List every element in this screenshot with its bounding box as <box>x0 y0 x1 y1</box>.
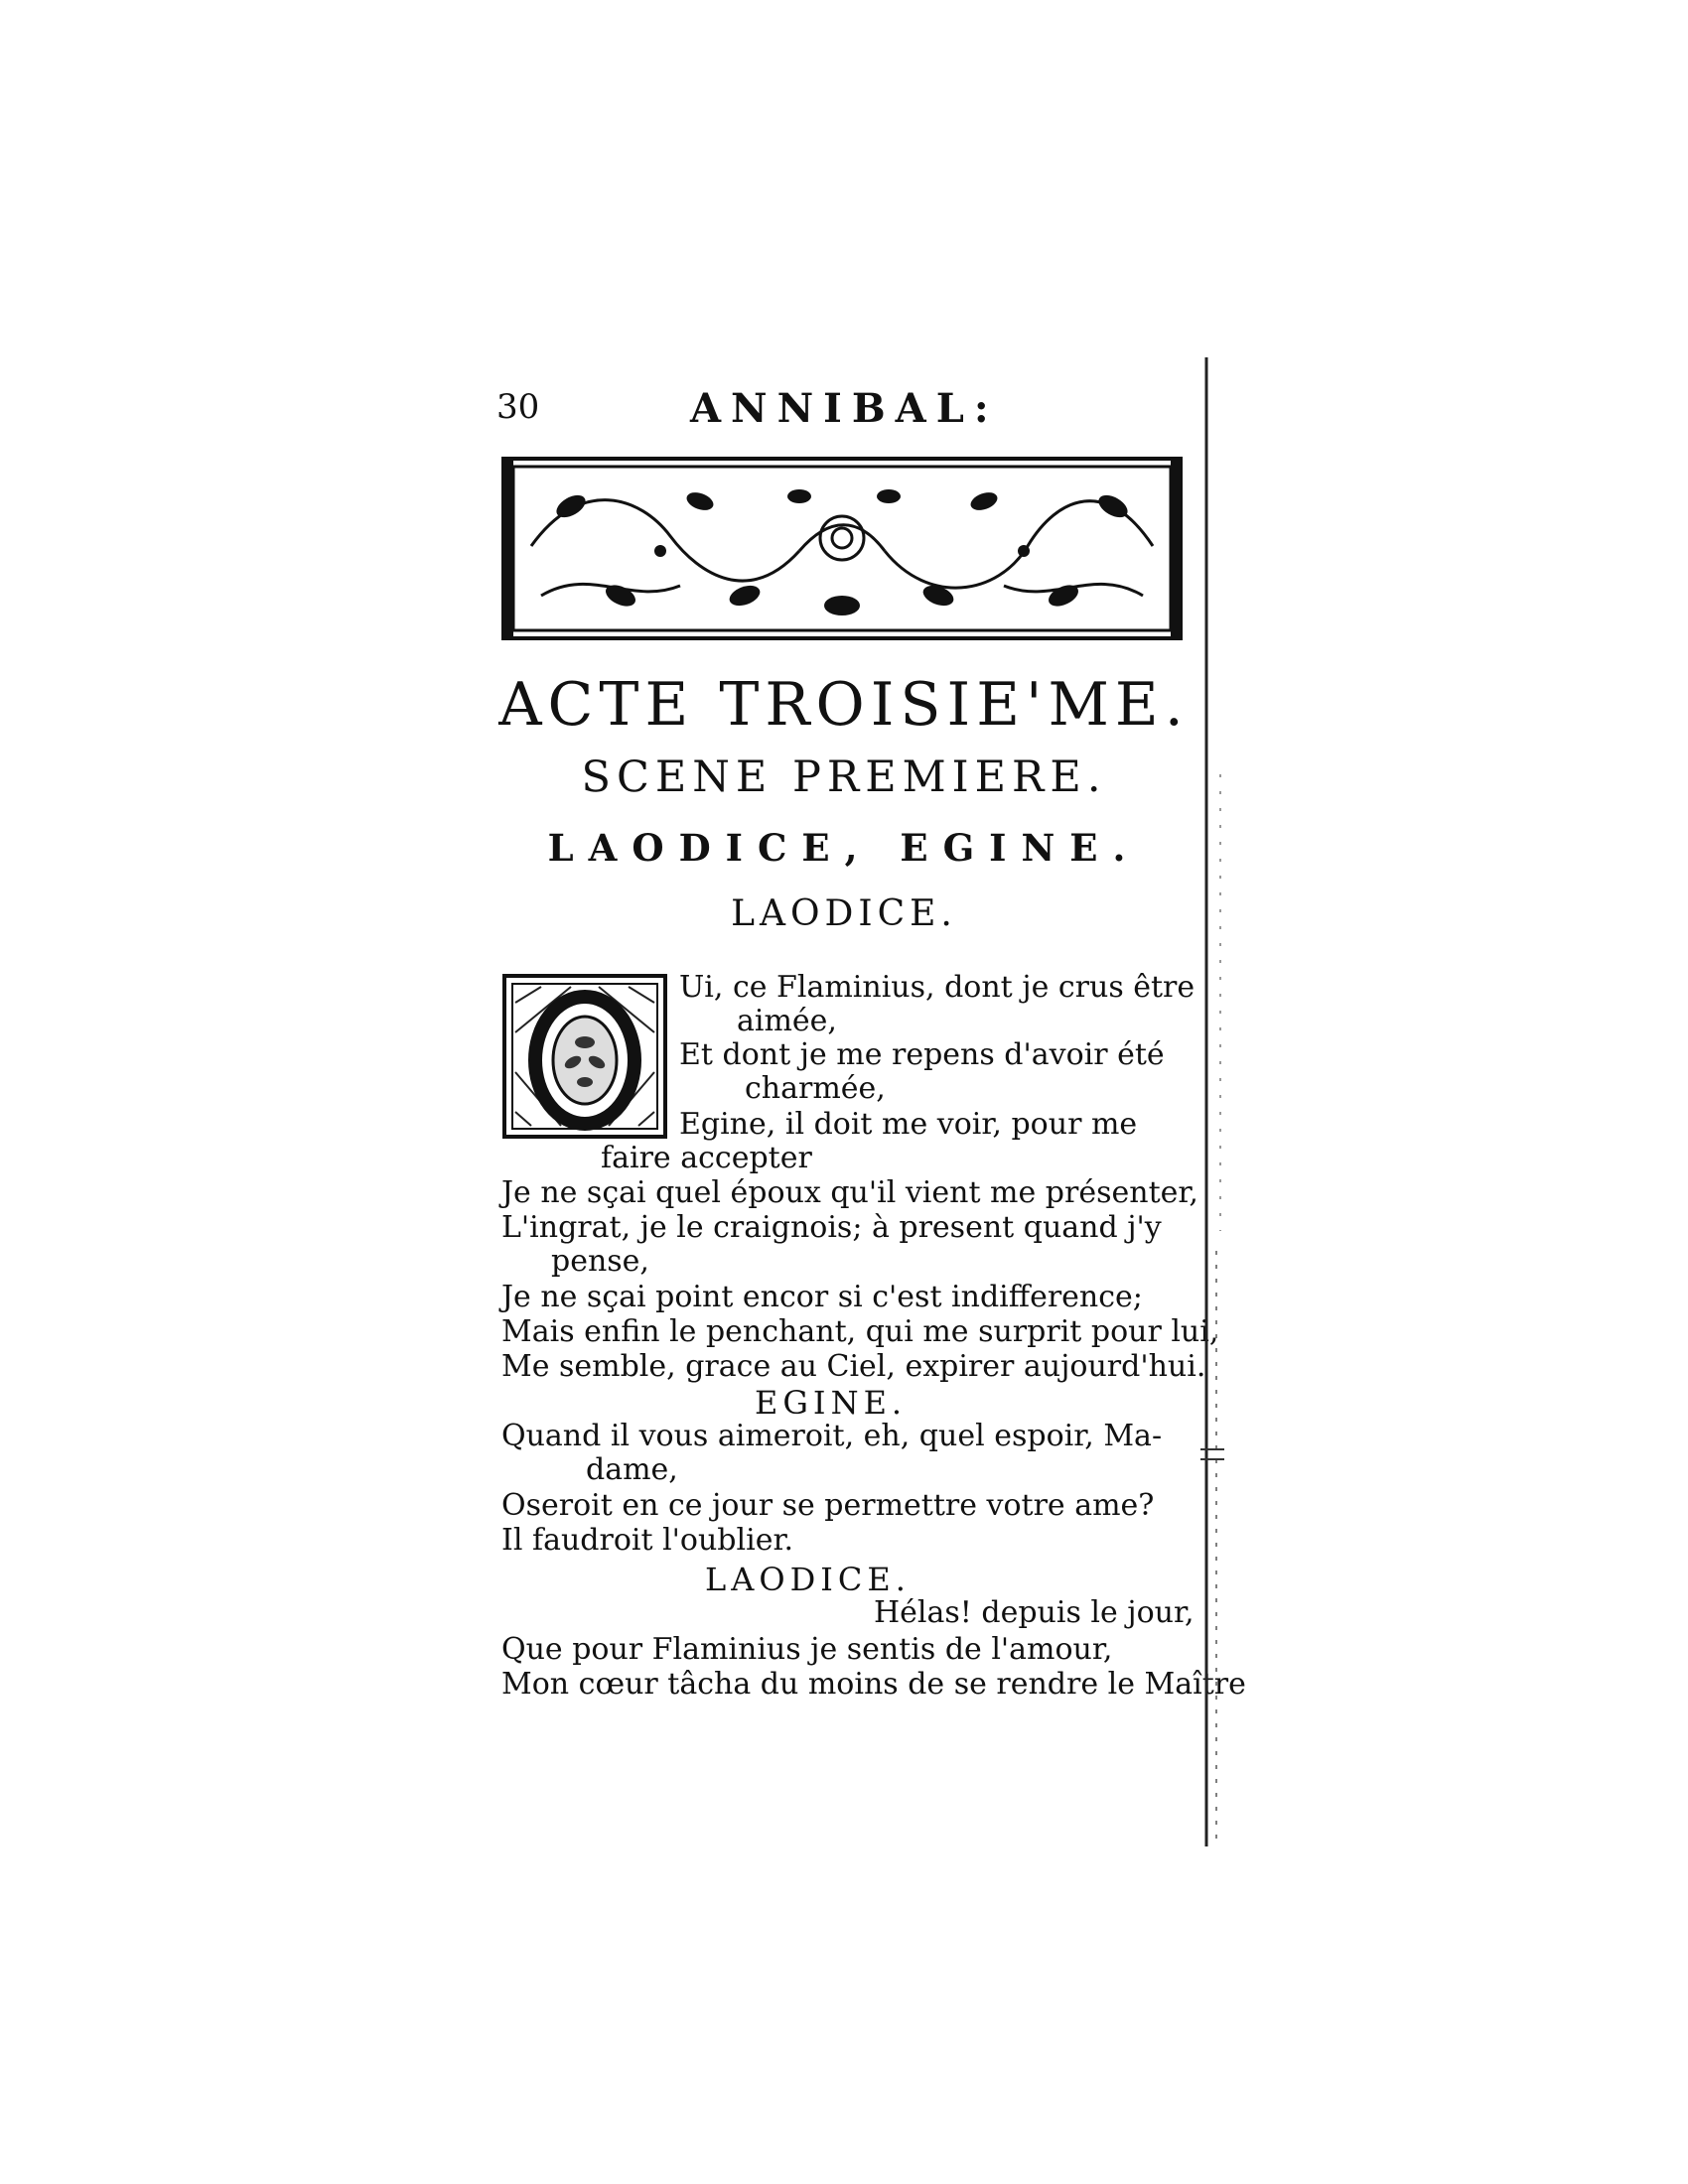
drop-cap-initial <box>501 973 668 1140</box>
running-header <box>496 387 1201 437</box>
verse-line: Quand il vous aimeroit, eh, quel espoir, Ma- <box>501 1419 1163 1453</box>
scanned-page-edge <box>1196 357 1226 1846</box>
floral-headpiece-ornament <box>501 457 1183 640</box>
verse-line: pense, <box>551 1244 649 1279</box>
verse-line: Que pour Flaminius je sentis de l'amour, <box>501 1632 1113 1667</box>
verse-line: aimée, <box>737 1004 837 1038</box>
verse-line: Oseroit en ce jour se permettre votre ame? <box>501 1488 1155 1523</box>
cast-list: LAODICE, EGINE. <box>547 826 1141 870</box>
verse-line: Mon cœur tâcha du moins de se rendre le Maître <box>501 1667 1246 1702</box>
speaker-name: LAODICE. <box>731 893 957 934</box>
page-number: 30 <box>496 387 540 427</box>
speaker-name: EGINE. <box>755 1384 908 1422</box>
verse-line: Il faudroit l'oublier. <box>501 1523 794 1558</box>
verse-line: Me semble, grace au Ciel, expirer aujourd'hui. <box>501 1349 1206 1384</box>
verse-line: dame, <box>586 1452 678 1487</box>
scene-heading: SCENE PREMIERE. <box>581 752 1107 802</box>
verse-line: Je ne sçai point encor si c'est indifference; <box>501 1280 1143 1314</box>
verse-line: Et dont je me repens d'avoir été <box>679 1037 1165 1072</box>
act-heading: ACTE TROISIE'ME. <box>498 670 1190 740</box>
verse-line: L'ingrat, je le craignois; à present quand j'y <box>501 1210 1162 1245</box>
speaker-name: LAODICE. <box>705 1561 911 1598</box>
verse-line: Hélas! depuis le jour, <box>874 1595 1195 1630</box>
verse-line: charmée, <box>745 1071 886 1106</box>
verse-line: Je ne sçai quel époux qu'il vient me présenter, <box>501 1175 1198 1210</box>
verse-line: Mais enfin le penchant, qui me surprit pour lui, <box>501 1314 1219 1349</box>
verse-line: faire accepter <box>601 1141 812 1175</box>
running-title: ANNIBAL: <box>690 385 999 432</box>
verse-line: Egine, il doit me voir, pour me <box>679 1107 1138 1142</box>
verse-line: Ui, ce Flaminius, dont je crus être <box>679 970 1196 1005</box>
